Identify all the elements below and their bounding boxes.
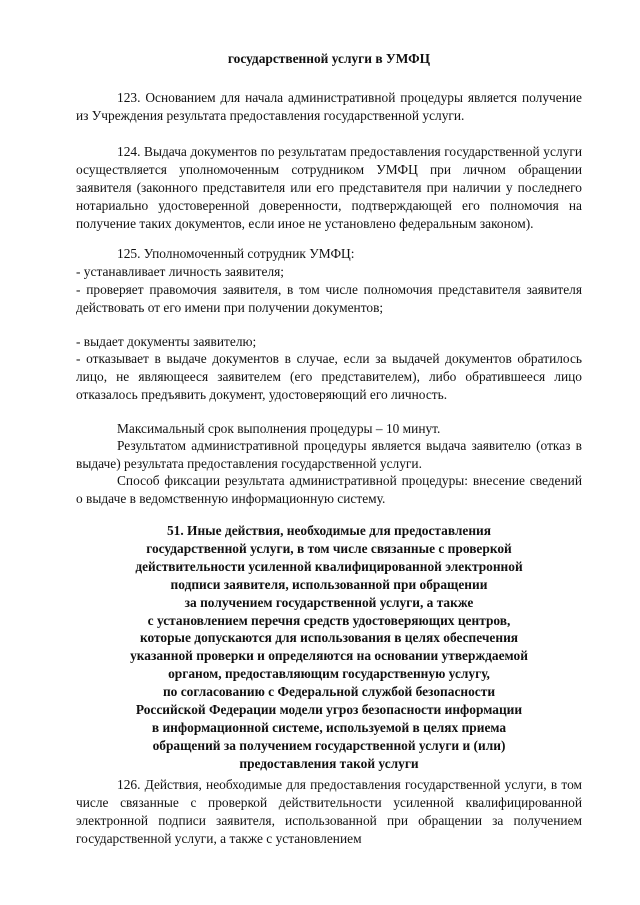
continued-section-title: государственной услуги в УМФЦ (227, 51, 431, 66)
heading-line: органом, предоставляющим государственную услугу, (168, 666, 490, 682)
paragraph-125: 125. Уполномоченный сотрудник УМФЦ: (117, 246, 355, 261)
fixation-paragraph: Способ фиксации результата административной процедуры: внесение сведений о выдаче в ведомственную информационную систему. (76, 473, 582, 506)
max-time-paragraph: Максимальный срок выполнения процедуры – 10 минут. (117, 421, 441, 436)
heading-line: указанной проверки и определяются на основании утверждаемой (130, 648, 528, 664)
heading-line: за получением государственной услуги, а также (184, 594, 474, 610)
result-paragraph: Результатом административной процедуры является выдача заявителю (отказ в выдаче) результата предоставления государственной услуги. (76, 438, 582, 471)
list-item: - устанавливает личность заявителя; (76, 264, 285, 279)
heading-line: с установлением перечня средств удостоверяющих центров, (147, 612, 511, 628)
list-item: - отказывает в выдаче документов в случае, если за выдачей документов обратилось лицо, не являющееся заявителем (его представителем), либо обратившееся лицо отказалось предъявить документ, удостоверяющий его личность. (76, 351, 582, 402)
heading-line: в информационной системе, используемой в целях приема (151, 719, 507, 735)
heading-line: государственной услуги, в том числе связанные с проверкой (146, 540, 512, 556)
heading-line: обращений за получением государственной услуги и (или) (152, 737, 506, 753)
section-51-heading (76, 522, 582, 773)
heading-line: которые допускаются для использования в целях обеспечения (139, 630, 519, 646)
heading-line: предоставления такой услуги (239, 755, 419, 771)
heading-line: по согласованию с Федеральной службой безопасности (162, 684, 496, 700)
heading-line: действительности усиленной квалифицированной электронной (135, 558, 523, 574)
paragraph-124: 124. Выдача документов по результатам предоставления государственной услуги осуществляется уполномоченным сотрудником УМФЦ при личном обращении заявителя (законного представителя или его представителя при наличии у последнего нотариально удостоверенной доверенности, подтверждающей его полномочия на получение таких документов, если иное не установлено федеральным законом). (76, 144, 582, 231)
list-item: - выдает документы заявителю; (76, 334, 257, 349)
heading-line: подписи заявителя, использованной при обращении (170, 576, 488, 592)
heading-line: Российской Федерации модели угроз безопасности информации (135, 702, 523, 718)
list-item: - проверяет правомочия заявителя, в том числе полномочия представителя заявителя действовать от его имени при получении документов; (76, 282, 582, 315)
paragraph-126: 126. Действия, необходимые для предоставления государственной услуги, в том числе связанные с проверкой действительности усиленной квалифицированной электронной подписи заявителя, использованной при обращении за получением государственной услуги, а также с установлением (76, 777, 582, 846)
paragraph-123: 123. Основанием для начала административной процедуры является получение из Учреждения результата предоставления государственной услуги. (76, 90, 582, 123)
heading-line: 51. Иные действия, необходимые для предоставления (166, 523, 492, 538)
